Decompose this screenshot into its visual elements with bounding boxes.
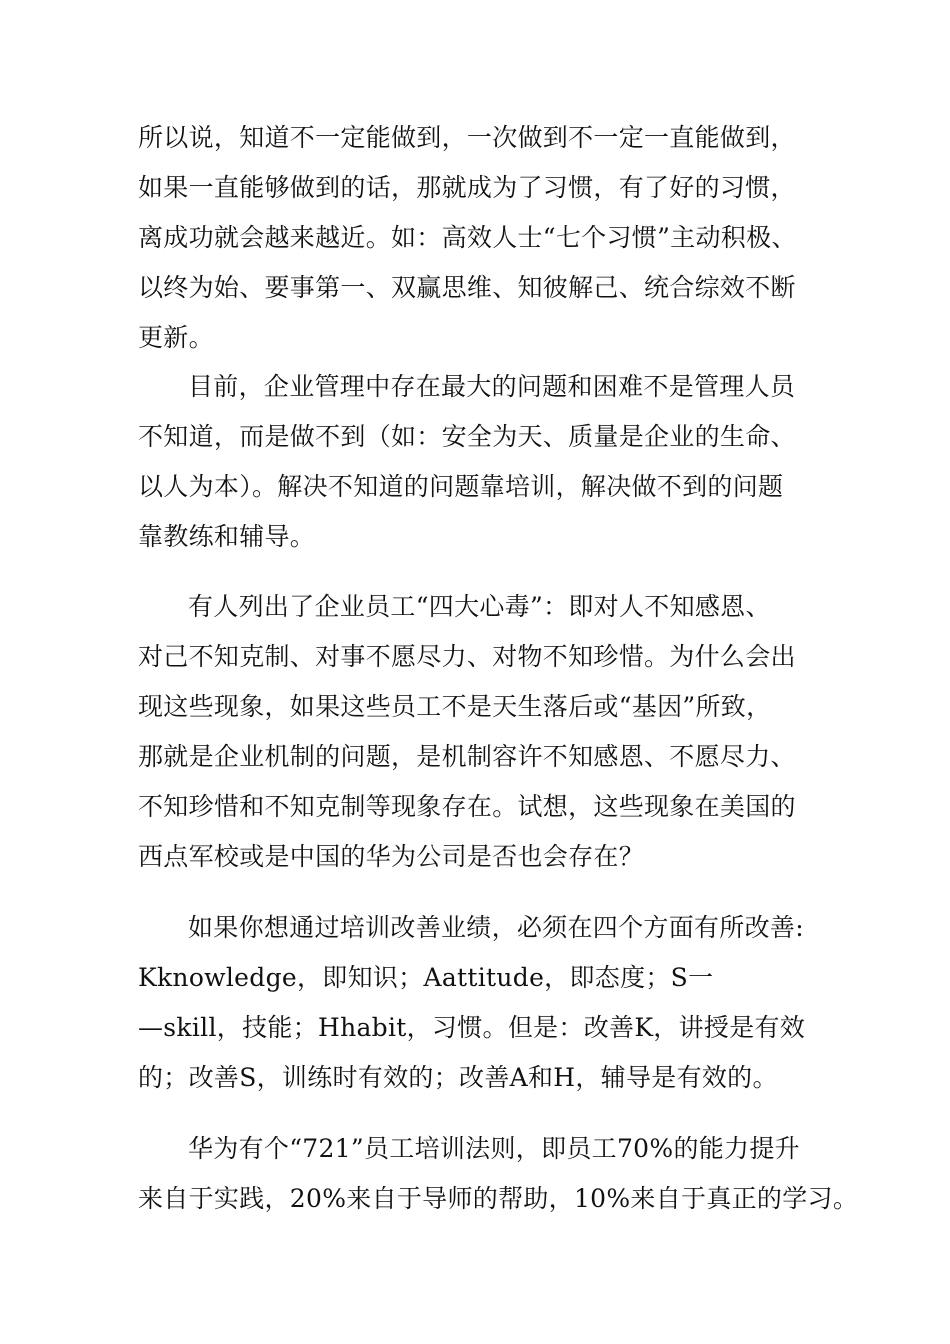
paragraph-2-line-1: 目前，企业管理中存在最大的问题和困难不是管理人员 [188, 372, 796, 401]
paragraph-2-line-2: 不知道，而是做不到（如：安全为天、质量是企业的生命、 [138, 422, 796, 451]
paragraph-4-line-3: —skill，技能；Hhabit，习惯。但是：改善K，讲授是有效 [138, 1013, 806, 1042]
paragraph-3-line-3: 现这些现象，如果这些员工不是天生落后或“基因”所致， [138, 692, 772, 721]
paragraph-3-line-5: 不知珍惜和不知克制等现象存在。试想，这些现象在美国的 [138, 792, 796, 821]
paragraph-1-line-5: 更新。 [138, 323, 214, 352]
paragraph-3-line-4: 那就是企业机制的问题，是机制容许不知感恩、不愿尽力、 [138, 742, 796, 771]
paragraph-2-line-3: 以人为本）。解决不知道的问题靠培训，解决做不到的问题 [138, 472, 784, 501]
paragraph-4-line-2: Kknowledge，即知识；Aattitude，即态度；S一 [138, 963, 714, 992]
paragraph-5-line-1: 华为有个“721”员工培训法则，即员工70%的能力提升 [188, 1134, 800, 1163]
paragraph-3-line-1: 有人列出了企业员工“四大心毒”：即对人不知感恩、 [188, 592, 771, 621]
paragraph-1-line-3: 离成功就会越来越近。如：高效人士“七个习惯”主动积极、 [138, 223, 797, 252]
paragraph-3-line-6: 西点军校或是中国的华为公司是否也会存在？ [138, 842, 645, 871]
paragraph-3-line-2: 对己不知克制、对事不愿尽力、对物不知珍惜。为什么会出 [138, 642, 796, 671]
paragraph-5-line-2: 来自于实践，20%来自于导师的帮助，10%来自于真正的学习。 [138, 1184, 859, 1213]
paragraph-4-line-1: 如果你想通过培训改善业绩，必须在四个方面有所改善: [188, 913, 804, 942]
paragraph-2-line-4: 靠教练和辅导。 [138, 522, 316, 551]
paragraph-4-line-4: 的；改善S，训练时有效的；改善A和H，辅导是有效的。 [138, 1063, 778, 1092]
paragraph-1-line-1: 所以说，知道不一定能做到，一次做到不一定一直能做到， [138, 123, 796, 152]
paragraph-1-line-2: 如果一直能够做到的话，那就成为了习惯，有了好的习惯， [138, 173, 796, 202]
paragraph-1-line-4: 以终为始、要事第一、双赢思维、知彼解己、统合综效不断 [138, 273, 796, 302]
